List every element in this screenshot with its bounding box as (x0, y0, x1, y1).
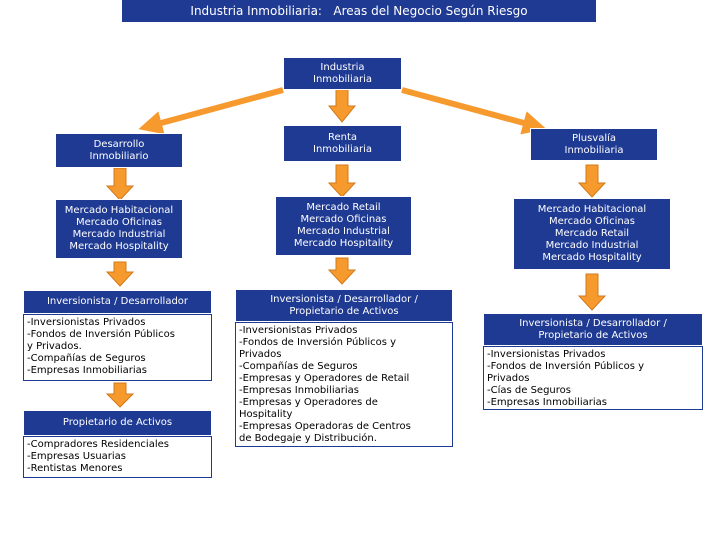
arrow-left-markets-to-role (107, 262, 133, 286)
center-role1-node: Inversionista / Desarrollador / Propietario de Activos (235, 289, 453, 322)
left-role1-node: Inversionista / Desarrollador (23, 290, 212, 314)
right-list1: -Inversionistas Privados -Fondos de Inversión Públicos y Privados -Cías de Seguros -Empresas Inmobiliarias (483, 346, 703, 410)
center-head-node: Renta Inmobiliaria (283, 125, 402, 162)
arrow-right-markets-to-role (579, 274, 605, 310)
arrow-root-to-right (402, 90, 535, 126)
arrow-left-head-to-markets (107, 168, 133, 200)
arrow-right-head-to-markets (579, 165, 605, 197)
left-role2-node: Propietario de Activos (23, 410, 212, 436)
arrow-root-to-left (150, 90, 283, 126)
arrow-center-markets-to-role (329, 258, 355, 284)
left-markets-node: Mercado Habitacional Mercado Oficinas Mercado Industrial Mercado Hospitality (55, 199, 183, 259)
right-markets-node: Mercado Habitacional Mercado Oficinas Mercado Retail Mercado Industrial Mercado Hospitality (513, 198, 671, 270)
arrow-center-head-to-markets (329, 165, 355, 197)
right-role1-node: Inversionista / Desarrollador / Propietario de Activos (483, 313, 703, 346)
left-list1: -Inversionistas Privados -Fondos de Inversión Públicos y Privados. -Compañías de Seguros -Empresas Inmobiliarias (23, 314, 212, 381)
left-list2: -Compradores Residenciales -Empresas Usuarias -Rentistas Menores (23, 436, 212, 478)
page-title: Industria Inmobiliaria: Areas del Negocio Según Riesgo (122, 0, 596, 22)
arrow-left-list-to-owner (107, 383, 133, 407)
root-node: Industria Inmobiliaria (283, 57, 402, 90)
right-head-node: Plusvalía Inmobiliaria (530, 128, 658, 161)
center-list1: -Inversionistas Privados -Fondos de Inversión Públicos y Privados -Compañías de Seguros -Empresas y Operadores de Retail -Empresas Inmobiliarias -Empresas y Operadores de Hospitality -Empresas Operadoras de Centros de Bodegaje y Distribución. (235, 322, 453, 447)
left-head-node: Desarrollo Inmobiliario (55, 133, 183, 168)
center-markets-node: Mercado Retail Mercado Oficinas Mercado Industrial Mercado Hospitality (275, 196, 412, 256)
arrow-root-to-center (329, 88, 355, 122)
